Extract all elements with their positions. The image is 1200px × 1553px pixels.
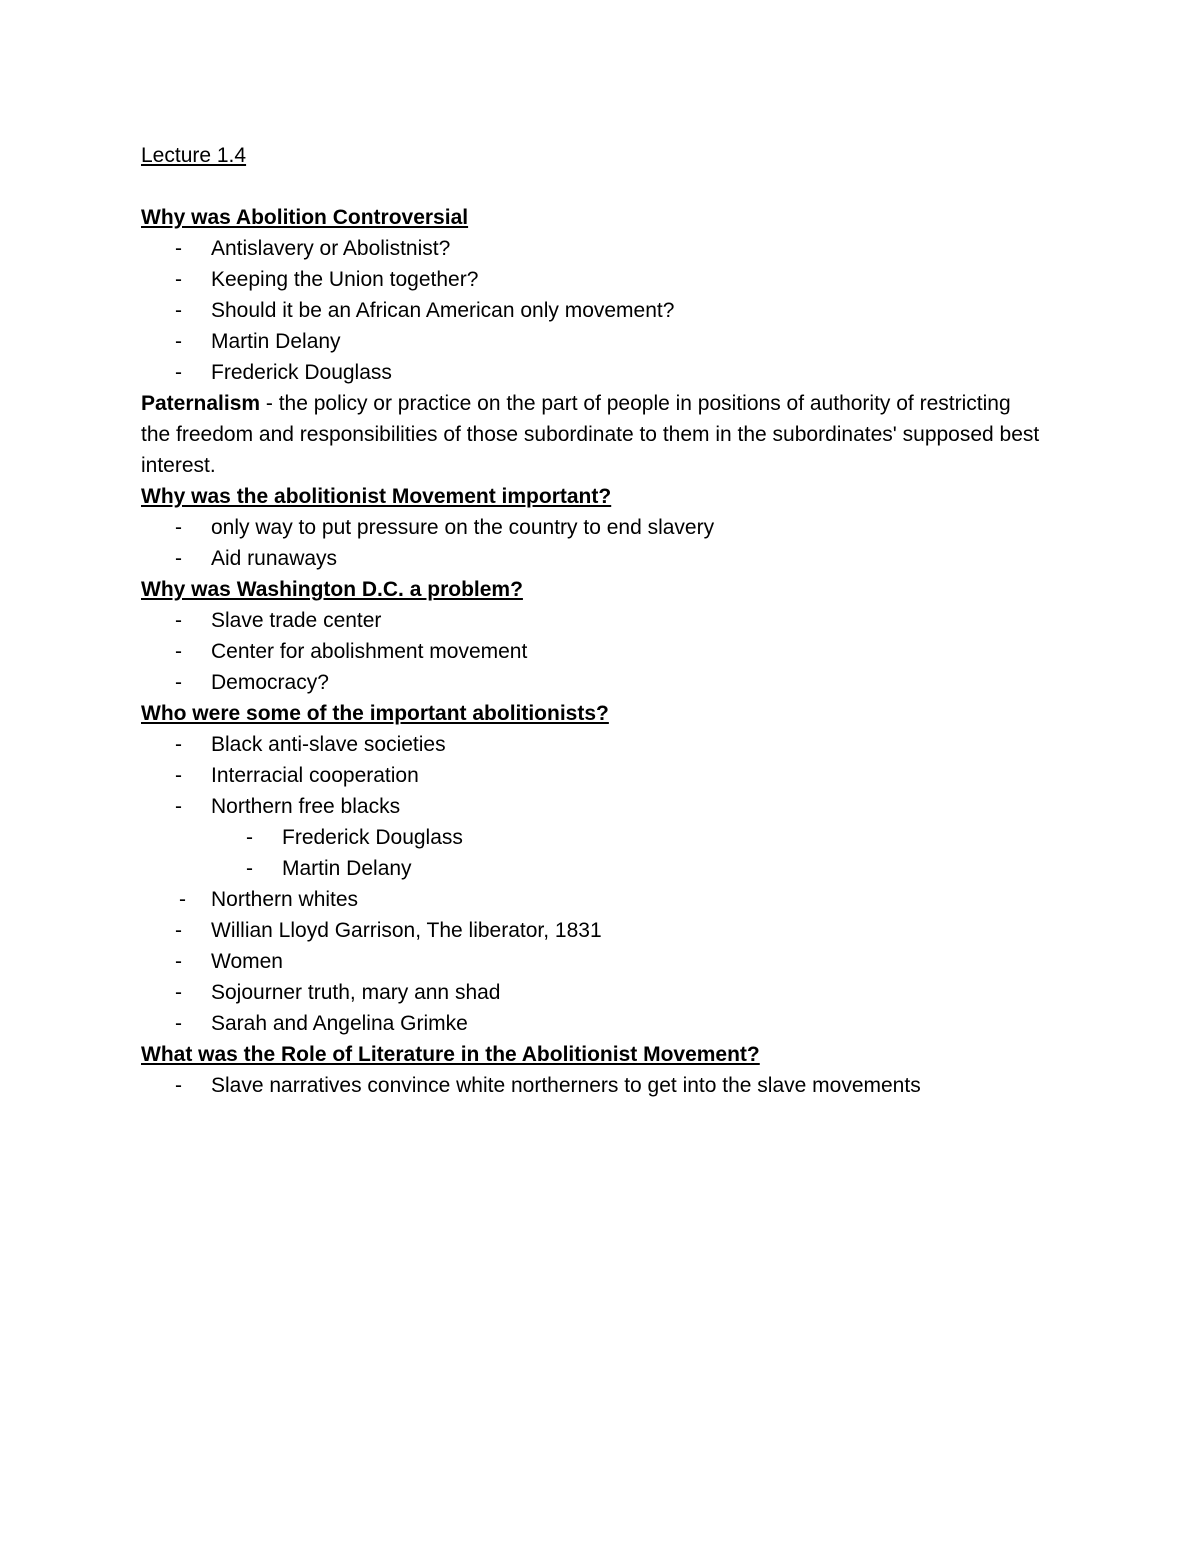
dash-bullet: - — [175, 671, 182, 694]
list-item — [141, 1070, 1041, 1101]
list-item — [141, 977, 1041, 1008]
list-item-text: Slave trade center — [211, 609, 382, 632]
list-item-text: Sarah and Angelina Grimke — [211, 1012, 468, 1035]
list-item-text: Martin Delany — [211, 330, 341, 353]
dash-bullet: - — [175, 640, 182, 663]
list-item — [141, 636, 1041, 667]
section-heading-importance: Why was the abolitionist Movement important? — [141, 485, 612, 508]
list-item — [141, 326, 1041, 357]
list-item — [141, 667, 1041, 698]
dash-bullet: - — [175, 330, 182, 353]
list-item-text: Northern whites — [211, 888, 359, 911]
section-heading-literature: What was the Role of Literature in the Abolitionist Movement? — [141, 1043, 760, 1066]
list-item-text: Interracial cooperation — [211, 764, 419, 787]
dash-bullet: - — [175, 547, 182, 570]
list-item — [141, 543, 1041, 574]
blank-line — [141, 171, 1041, 202]
list-item-text: Keeping the Union together? — [211, 268, 479, 291]
dash-bullet: - — [175, 237, 182, 260]
list-item — [141, 357, 1041, 388]
list-item-text: Frederick Douglass — [282, 826, 463, 849]
paternalism-term: Paternalism — [141, 392, 261, 415]
sub-list-item — [141, 853, 1041, 884]
list-item — [141, 1008, 1041, 1039]
dash-bullet: - — [175, 950, 182, 973]
list-item-text: Antislavery or Abolistnist? — [211, 237, 451, 260]
dash-bullet: - — [175, 733, 182, 756]
list-item-text: Sojourner truth, mary ann shad — [211, 981, 501, 1004]
list-item — [141, 915, 1041, 946]
list-item — [141, 512, 1041, 543]
dash-bullet: - — [175, 361, 182, 384]
list-item-text: only way to put pressure on the country to end slavery — [211, 516, 715, 539]
dash-bullet: - — [246, 826, 253, 849]
section-heading-washington: Why was Washington D.C. a problem? — [141, 578, 523, 601]
dash-bullet: - — [175, 1012, 182, 1035]
list-item-text: Martin Delany — [282, 857, 412, 880]
dash-bullet: - — [175, 299, 182, 322]
list-item — [141, 791, 1041, 822]
list-item-text: Aid runaways — [211, 547, 338, 570]
document-title: Lecture 1.4 — [141, 144, 247, 167]
list-item — [141, 729, 1041, 760]
list-item-text: Frederick Douglass — [211, 361, 392, 384]
list-item-text: Should it be an African American only movement? — [211, 299, 675, 322]
list-item-text: Black anti-slave societies — [211, 733, 446, 756]
dash-bullet: - — [179, 888, 186, 911]
dash-bullet: - — [175, 764, 182, 787]
document-page — [141, 140, 1041, 1101]
dash-bullet: - — [175, 609, 182, 632]
section-heading-controversial: Why was Abolition Controversial — [141, 206, 469, 229]
dash-bullet: - — [175, 981, 182, 1004]
list-item-text: Willian Lloyd Garrison, The liberator, 1831 — [211, 919, 602, 942]
list-item — [141, 605, 1041, 636]
list-item-text: Slave narratives convince white northerners to get into the slave movements — [211, 1074, 921, 1097]
sub-list-item — [141, 822, 1041, 853]
dash-bullet: - — [175, 1074, 182, 1097]
list-item-text: Center for abolishment movement — [211, 640, 528, 663]
list-item — [141, 233, 1041, 264]
dash-bullet: - — [175, 268, 182, 291]
list-item-text: Democracy? — [211, 671, 329, 694]
list-item — [141, 760, 1041, 791]
dash-bullet: - — [175, 795, 182, 818]
dash-bullet: - — [175, 516, 182, 539]
section-heading-abolitionists: Who were some of the important abolitionists? — [141, 702, 609, 725]
paternalism-definition — [141, 388, 1041, 481]
list-item — [141, 264, 1041, 295]
list-item-text: Women — [211, 950, 283, 973]
list-item — [141, 946, 1041, 977]
dash-bullet: - — [246, 857, 253, 880]
dash-bullet: - — [175, 919, 182, 942]
list-item-text: Northern free blacks — [211, 795, 401, 818]
list-item — [141, 884, 1041, 915]
list-item — [141, 295, 1041, 326]
paternalism-definition-text: - the policy or practice on the part of people in positions of authority of restricting the freedom and responsibilities of those subordinate to them in the subordinates' supposed best interest. — [141, 392, 1040, 477]
